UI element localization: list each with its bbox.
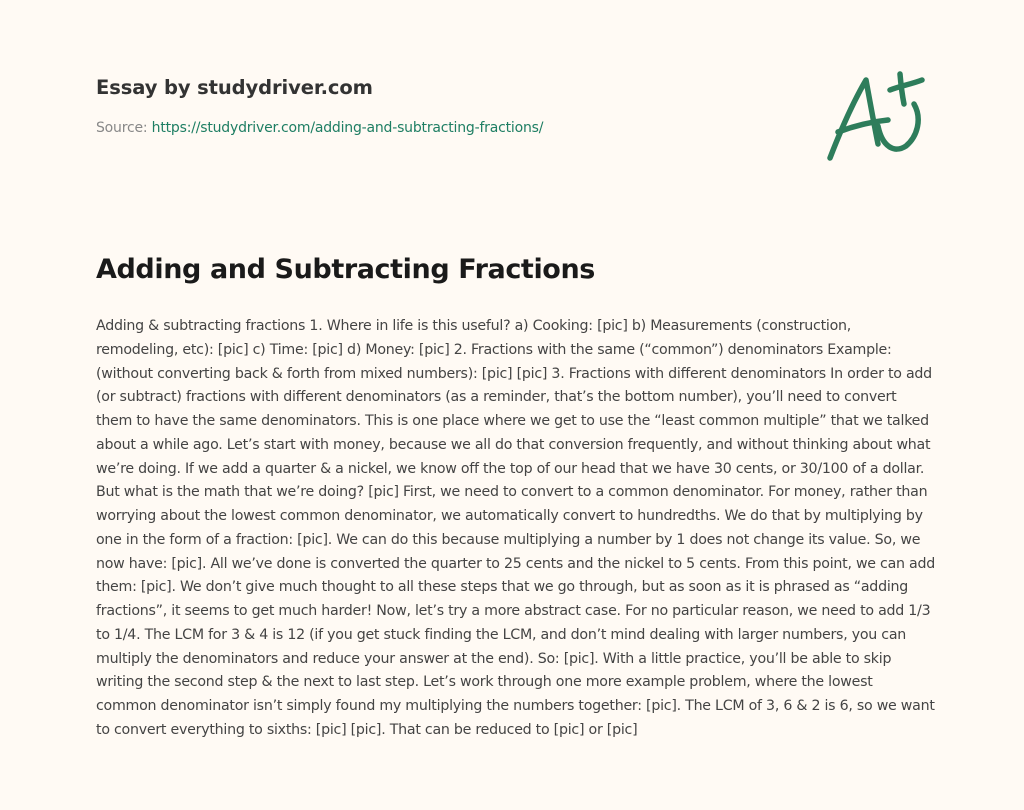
source-line — [96, 120, 796, 136]
a-plus-grade-icon — [818, 62, 930, 166]
essay-header — [96, 76, 796, 136]
article-body: Adding & subtracting fractions 1. Where in life is this useful? a) Cooking: [pic] b) Measurements (construction, remodeling, etc): [pic] c) Time: [pic] d) Money: [pic] 2. Fractions with the same (“common”) denominators Example: (without converting back & forth from mixed numbers): [pic] [pic] 3. Fractions with different denominators In order to add (or subtract) fractions with different denominators (as a reminder, that’s the bottom number), you’ll need to convert them to have the same denominators. This is one place where we get to use the “least common multiple” that we talked about a while ago. Let’s start with money, because we all do that conversion frequently, and without thinking about what we’re doing. If we add a quarter & a nickel, we know off the top of our head that we have 30 cents, or 30/100 of a dollar. But what is the math that we’re doing? [pic] First, we need to convert to a common denominator. For money, rather than worrying about the lowest common denominator, we automatically convert to hundredths. We do that by multiplying by one in the form of a fraction: [pic]. We can do this because multiplying a number by 1 does not change its value. So, we now have: [pic]. All we’ve done is converted the quarter to 25 cents and the nickel to 5 cents. From this point, we can add them: [pic]. We don’t give much thought to all these steps that we go through, but as soon as it is phrased as “adding fractions”, it seems to get much harder! Now, let’s try a more abstract case. For no particular reason, we need to add 1/3 to 1/4. The LCM for 3 & 4 is 12 (if you get stuck finding the LCM, and don’t mind dealing with larger numbers, you can multiply the denominators and reduce your answer at the end). So: [pic]. With a little practice, you’ll be able to skip writing the second step & the next to last step. Let’s work through one more example problem, where the lowest common denominator isn’t simply found my multiplying the numbers together: [pic]. The LCM of 3, 6 & 2 is 6, so we want to convert everything to sixths: [pic] [pic]. That can be reduced to [pic] or [pic] — [96, 318, 936, 738]
article-title: Adding and Subtracting Fractions — [96, 254, 595, 285]
source-link[interactable]: https://studydriver.com/adding-and-subtracting-fractions/ — [151, 120, 544, 136]
essay-by-label: Essay by studydriver.com — [96, 76, 373, 99]
source-label: Source: — [96, 120, 152, 136]
